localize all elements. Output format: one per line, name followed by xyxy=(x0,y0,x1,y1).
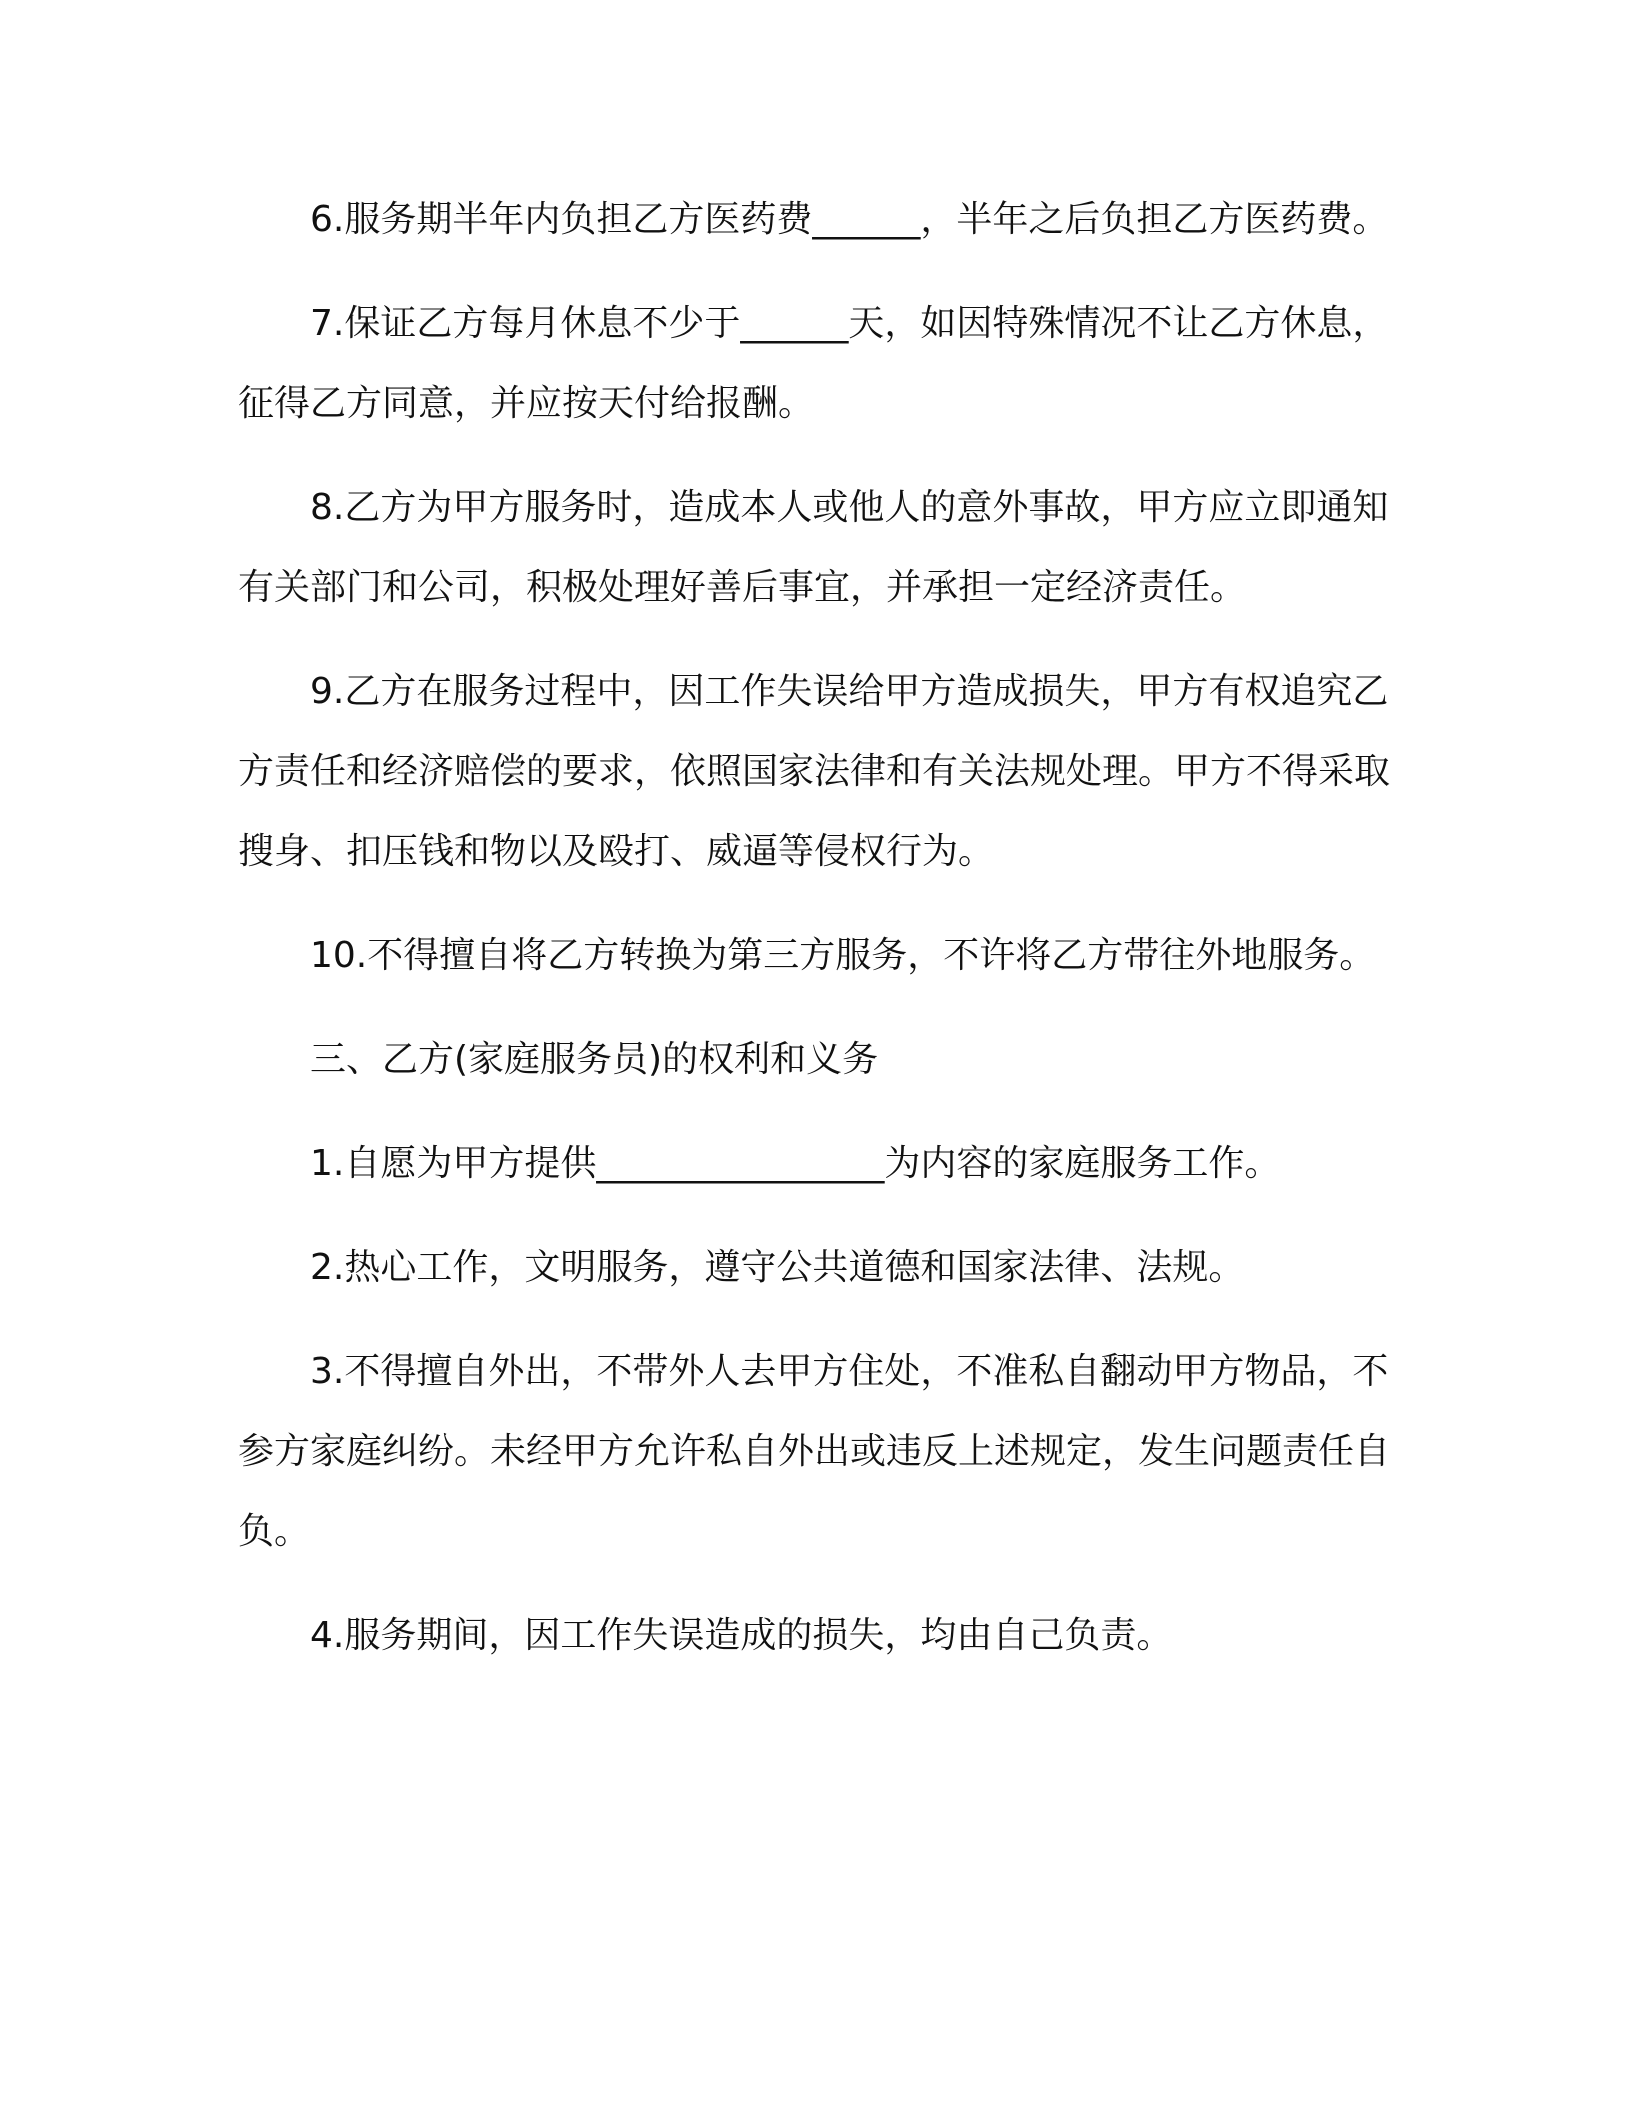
clause-10-third-party: 10.不得擅自将乙方转换为第三方服务，不许将乙方带往外地服务。 xyxy=(310,935,1376,976)
party-b-clause-3: 3.不得擅自外出，不带外人去甲方住处，不准私自翻动甲方物品，不参方家庭纠纷。未经甲方允许私自外出或违反上述规定，发生问题责任自负。 xyxy=(238,1351,1391,1552)
party-b-clause-2: 2.热心工作，文明服务，遵守公共道德和国家法律、法规。 xyxy=(310,1247,1245,1288)
document-body xyxy=(238,180,1398,1700)
party-b-clause-1: 1.自愿为甲方提供________________为内容的家庭服务工作。 xyxy=(310,1143,1281,1184)
party-b-clause-4: 4.服务期间，因工作失误造成的损失，均由自己负责。 xyxy=(310,1615,1173,1656)
section-heading-party-b-rights: 三、乙方(家庭服务员)的权利和义务 xyxy=(310,1039,879,1080)
clause-8-accidents: 8.乙方为甲方服务时，造成本人或他人的意外事故，甲方应立即通知有关部门和公司，积极处理好善后事宜，并承担一定经济责任。 xyxy=(238,487,1389,608)
clause-6-medical-expenses: 6.服务期半年内负担乙方医药费______，半年之后负担乙方医药费。 xyxy=(310,199,1389,240)
clause-9-losses: 9.乙方在服务过程中，因工作失误给甲方造成损失，甲方有权追究乙方责任和经济赔偿的要求，依照国家法律和有关法规处理。甲方不得采取搜身、扣压钱和物以及殴打、威逼等侵权行为。 xyxy=(238,671,1391,872)
clause-7-rest-days: 7.保证乙方每月休息不少于______天，如因特殊情况不让乙方休息，征得乙方同意，并应按天付给报酬。 xyxy=(238,303,1389,424)
